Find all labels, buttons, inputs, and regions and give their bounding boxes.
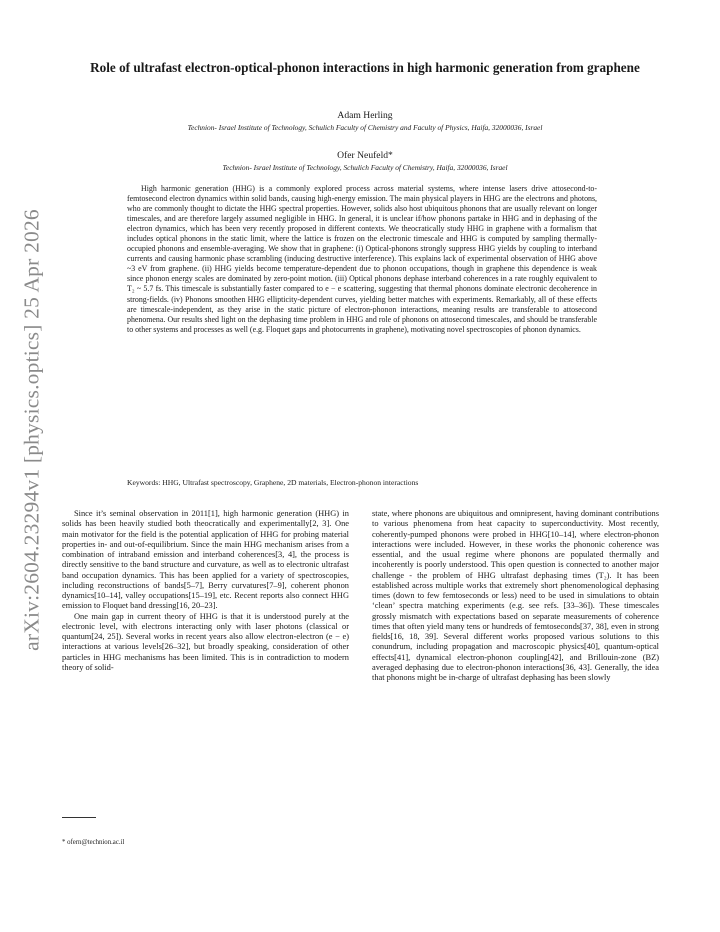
paper-title: Role of ultrafast electron-optical-phonon interactions in high harmonic generation from graphene [90, 60, 640, 75]
footnote-rule [62, 817, 96, 818]
body-paragraph: Since it’s seminal observation in 2011[1], high harmonic generation (HHG) in solids has been heavily studied both theocratically and experimentally[2, 3]. One main motivator for the field is the potential application of HHG for probing material properties in- and out-of-equilibrium. Since the main HHG mechanism arises from a combination of intraband emission and interband coherences[3, 4], the process is directly sensitive to the band structure and curvature, as well as to electronic ultrafast band occupation dynamics. This has been applied for a variety of spectroscopies, including reconstructions of bands[5–7], Berry curvatures[7–9], coherent phonon dynamics[10–14], valley occupations[15–19], etc. Recent reports also connect HHG emission to Floquet band dressing[16, 20–23]. [62, 509, 349, 611]
body-paragraph: One main gap in current theory of HHG is that it is understood purely at the electronic level, with electrons interacting only with laser photons (classical or quantum[24, 25]). Several works in recent years also allow electron-electron (e − e) interactions at various levels[26–32], but broadly speaking, consideration of other particles in HHG mechanisms has been limited. This is in contradiction to modern theory of solid- [62, 611, 349, 672]
body-column-left [62, 509, 349, 673]
body-column-right [372, 509, 659, 683]
arxiv-identifier-stamp [14, 209, 50, 651]
abstract: High harmonic generation (HHG) is a commonly explored process across material systems, where intense lasers drive attosecond-to-femtosecond electron dynamics within solid bands, causing high-energy emission. The main physical players in HHG are the electrons and photons, who are commonly thought to dictate the HHG spectral properties. However, solids also host ubiquitous phonons that are usually relevant on longer timescales, and are therefore largely assumed negligible in HHG. In general, it is unclear if/how phonons partake in HHG and in dephasing of the electron dynamics, which has been very recently proposed in different contexts. We theocratically study HHG in graphene with a formalism that includes optical phonons in the static limit, where the lattice is frozen on the electronic timescale and HHG is computed by sampling thermally-occupied phonons and ensemble-averaging. We show that in graphene: (i) Optical-phonons strongly suppress HHG yields by coupling to interband currents and causing harmonic phase scrambling (inducing destructive interference). This explains lack of experimental observation of HHG above ~3 eV from graphene. (ii) HHG yields become temperature-dependent due to phonon occupations, though in graphene this dependence is weak since phonon energy scales are dominated by zero-point motion. (iii) Optical phonons dephase interband coherences in a rate roughly equivalent to T₂ ~ 5.7 fs. This timescale is substantially faster compared to e − e scattering, suggesting that thermal phonons dominate electronic decoherence in strong-fields. (iv) Phonons smoothen HHG ellipticity-dependent curves, yielding better matches with experiments. Remarkably, all of these effects are timescale-independent, as they arise in the static picture of electron-phonon interactions, meaning results are transferable to attosecond phenomena. Our results shed light on the dephasing time problem in HHG and role of phonons on attosecond timescales, and should be transferable to other systems and processes as well (e.g. Floquet gaps and photocurrents in graphene), motivating novel spectroscopies of phonon dynamics. [127, 184, 597, 334]
arxiv-id-text: arXiv:2604.23294v1 [physics.optics] 25 Apr 2026 [19, 209, 44, 651]
body-paragraph: state, where phonons are ubiquitous and omnipresent, having dominant contributions to various phenomena from heat capacity to superconductivity. Most recently, coherently-pumped phonons were probed in HHG[10–14], where electron-phonon interactions were included. However, in these works the phononic coherence was essential, and the usual regime where phonons are populated thermally and incoherently is poorly understood. This open question is connected to another major challenge - the problem of HHG ultrafast dephasing times (T₂). It has been established across multiple works that extremely short phenomenological dephasing times (down to few femtoseconds or less) need to be used in simulations to obtain ‘clean’ spectra matching experiments (e.g. see refs. [33–36]). These timescales grossly mismatch with expectations based on separate measurements of coherence times that often yield many tens or hundreds of femtoseconds[37, 38], even in strong fields[16, 18, 39]. Several different works proposed various solutions to this conundrum, including propagation and macroscopic physics[40], quantum-optical effects[41], dynamical electron-phonon coupling[42], and Brillouin-zone (BZ) averaged dephasing due to electron-phonon interactions[36, 43]. Generally, the idea that phonons might be in-charge of ultrafast dephasing has been slowly [372, 509, 659, 682]
author-name-2: Ofer Neufeld* [337, 150, 393, 161]
author-name-1: Adam Herling [337, 110, 393, 121]
author-affiliation-2: Technion- Israel Institute of Technology, Schulich Faculty of Chemistry, Haifa, 32000036, Israel [222, 163, 508, 172]
keywords: Keywords: HHG, Ultrafast spectroscopy, Graphene, 2D materials, Electron-phonon interactions [127, 478, 419, 487]
footnote-email: * ofern@technion.ac.il [62, 839, 125, 846]
author-affiliation-1: Technion- Israel Institute of Technology, Schulich Faculty of Chemistry and Faculty of Physics, Haifa, 32000036, Israel [187, 123, 543, 132]
